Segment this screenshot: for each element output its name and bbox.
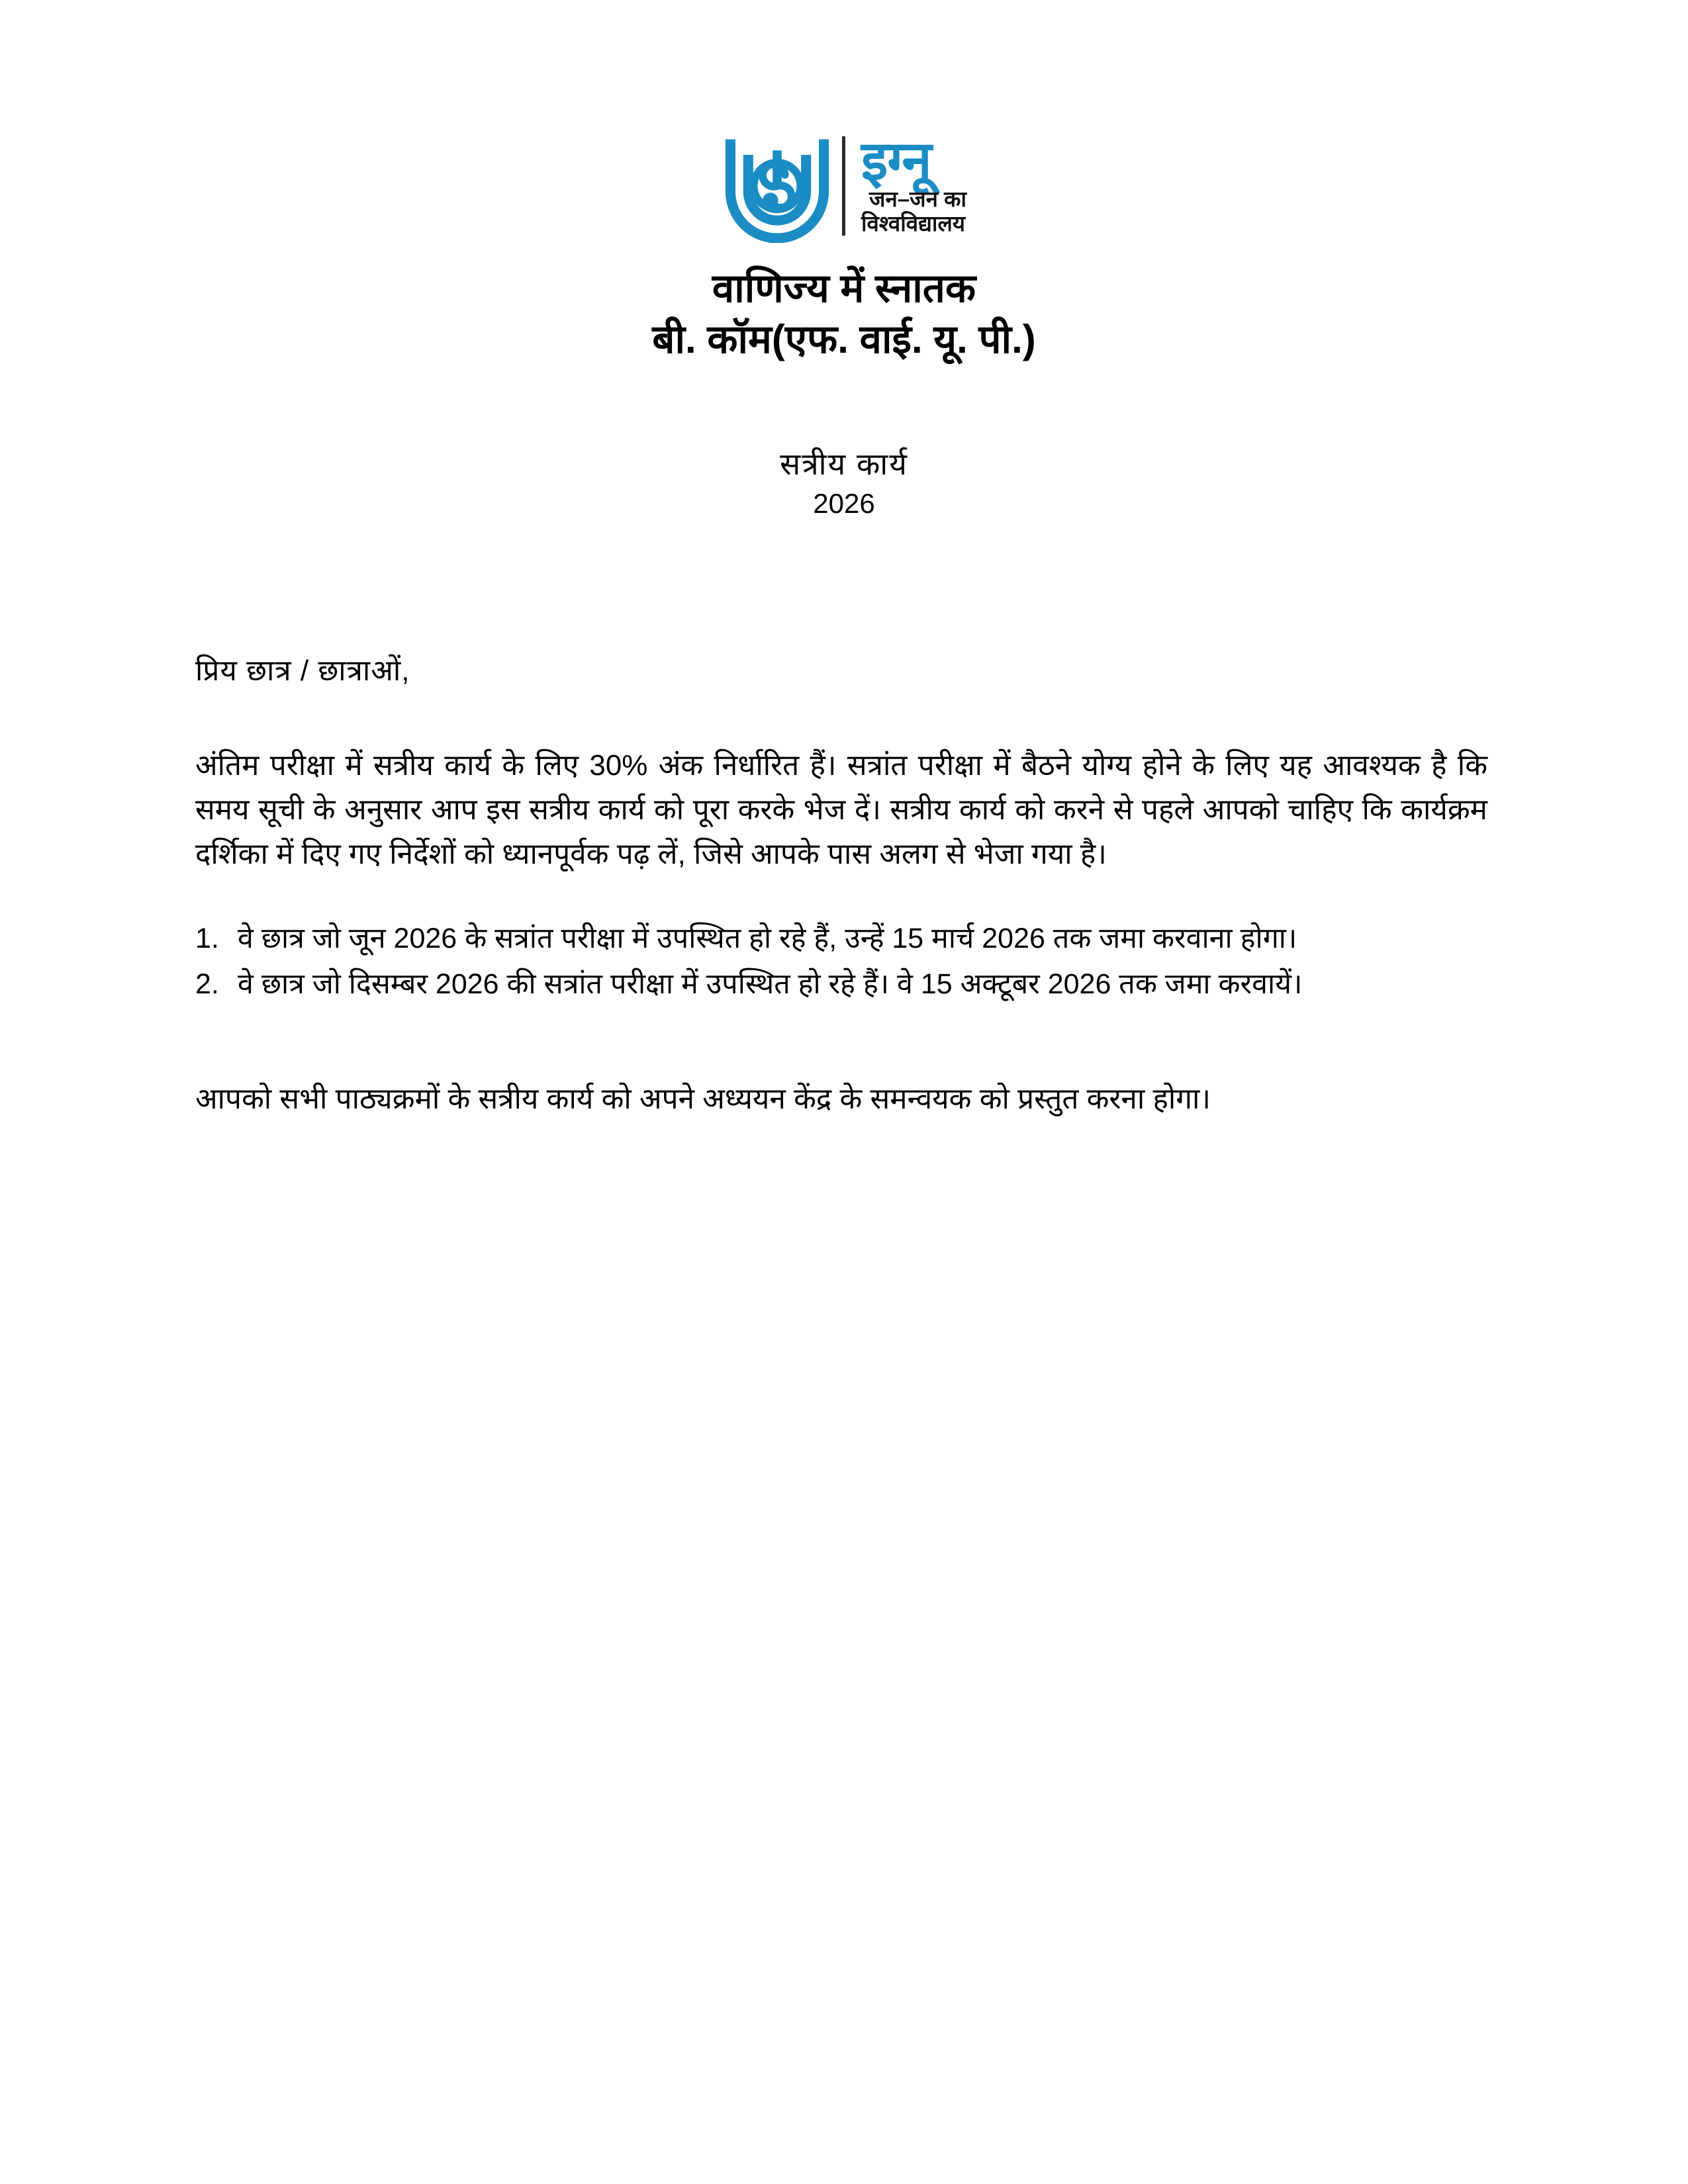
list-item-marker: 2. bbox=[195, 968, 219, 1001]
ignou-emblem-icon bbox=[722, 129, 833, 243]
emblem-dot bbox=[763, 193, 778, 208]
logo-tagline-line2: विश्वविद्यालय bbox=[861, 211, 965, 236]
intro-paragraph: अंतिम परीक्षा में सत्रीय कार्य के लिए 30% अंक निर्धारित हैं। सत्रांत परीक्षा में बैठने योग्य होने के लिए यह आवश्यक है कि समय सूची के अनुसार आप इस सत्रीय कार्य को पूरा करके भेज दें। सत्रीय कार्य को करने से पहले आपको चाहिए कि कार्यक्रम दर्शिका में दिए गए निर्देशों को ध्यानपूर्वक पढ़ लें, जिसे आपके पास अलग से भेजा गया है। bbox=[195, 749, 1487, 870]
list-item-marker: 1. bbox=[195, 922, 219, 954]
logo-wordmark bbox=[855, 130, 966, 237]
logo-tagline-line1: जन–जन का bbox=[868, 187, 966, 212]
list-item-text: वे छात्र जो दिसम्बर 2026 की सत्रांत परीक्षा में उपस्थित हो रहे हैं। वे 15 अक्टूबर 2026 तक जमा करवायें। bbox=[238, 968, 1303, 1001]
subtitle-label: सत्रीय कार्य bbox=[780, 447, 908, 481]
ignou-logo bbox=[0, 129, 1688, 243]
body-content bbox=[195, 652, 1487, 1122]
page-title bbox=[0, 263, 1688, 365]
subtitle-year: 2026 bbox=[813, 487, 875, 519]
logo-inner bbox=[722, 129, 966, 243]
list-item-text: वे छात्र जो जून 2026 के सत्रांत परीक्षा में उपस्थित हो रहे हैं, उन्हें 15 मार्च 2026 तक जमा करवाना होगा। bbox=[238, 922, 1297, 954]
subtitle bbox=[0, 445, 1688, 524]
title-line-2: बी. कॉम(एफ. वाई. यू. पी.) bbox=[652, 316, 1036, 361]
closing-paragraph: आपको सभी पाठ्यक्रमों के सत्रीय कार्य को अपने अध्ययन केंद्र के समन्वयक को प्रस्तुत करना होगा। bbox=[195, 1083, 1211, 1116]
title-line-1: वाणिज्य में स्नातक bbox=[712, 266, 976, 310]
list-item bbox=[195, 918, 1487, 960]
deadline-list bbox=[195, 918, 1487, 1006]
logo-divider bbox=[842, 136, 845, 236]
salutation: प्रिय छात्र / छात्राओं, bbox=[195, 655, 410, 687]
list-item bbox=[195, 964, 1487, 1006]
logo-wordmark-hindi: इग्नू bbox=[861, 130, 931, 191]
